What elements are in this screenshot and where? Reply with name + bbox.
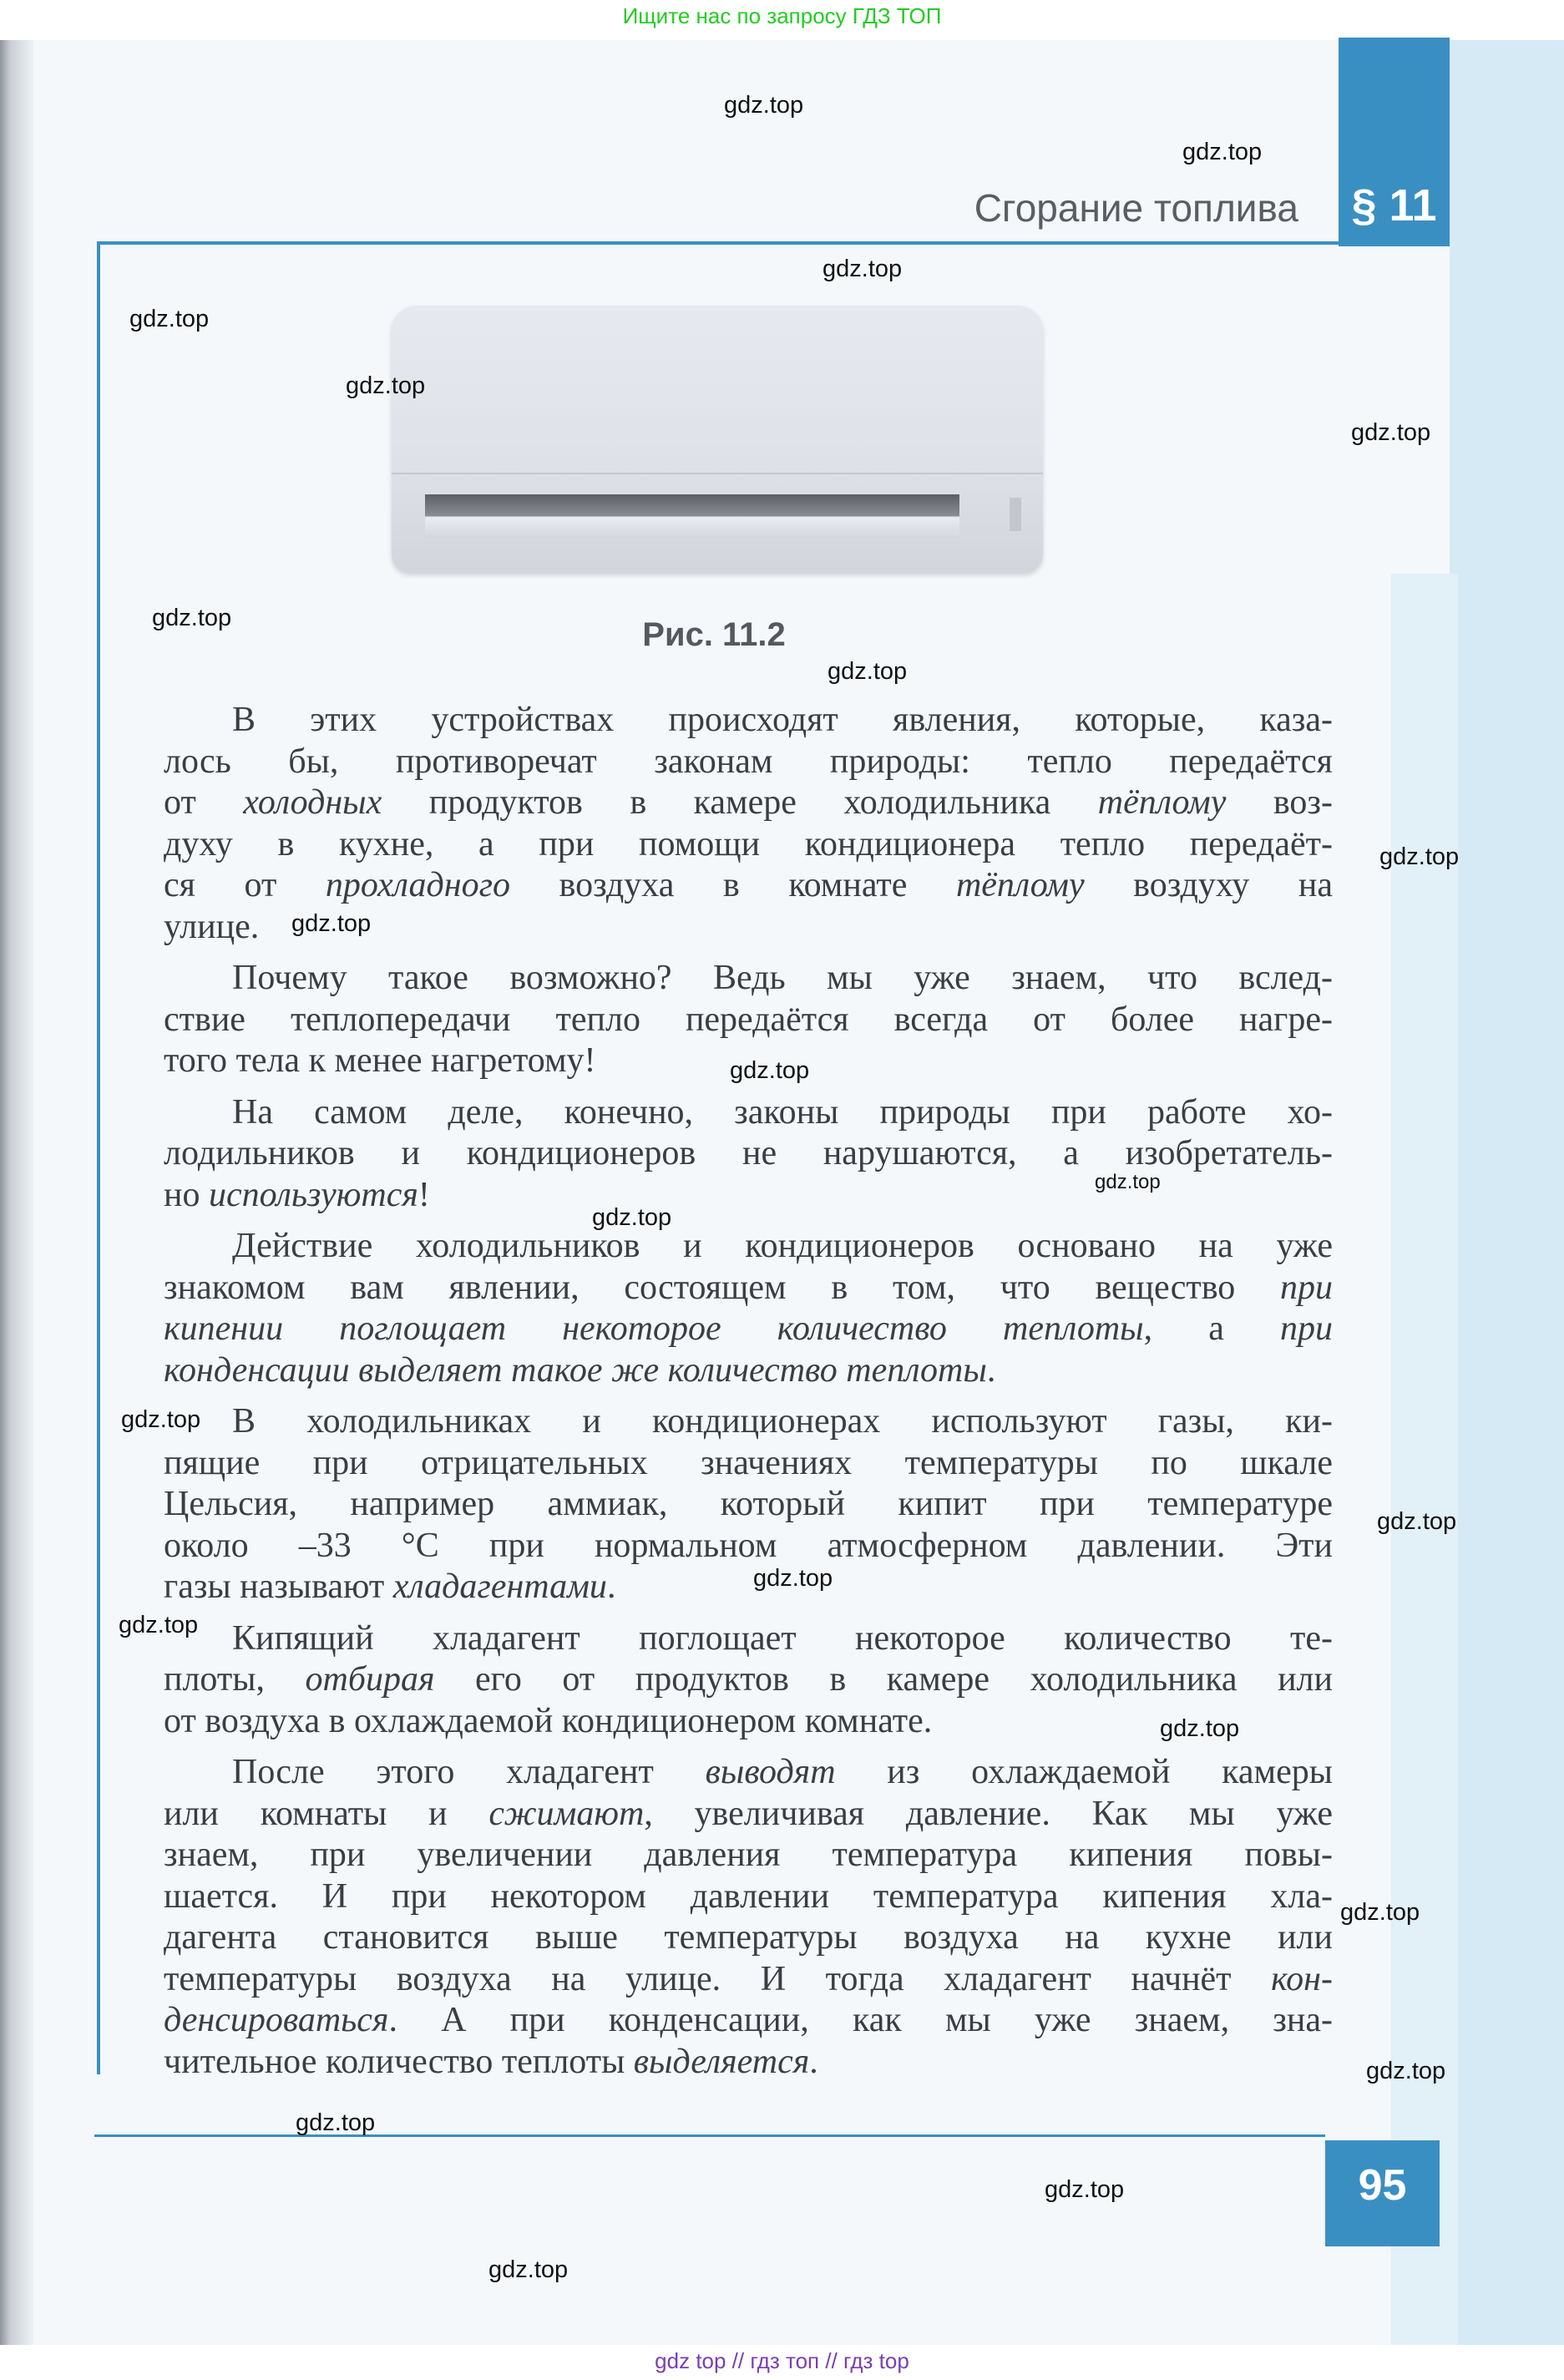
text: температуры воздуха на улице. И тогда хладагент начнёт [164,1959,1272,1998]
paragraph [164,1752,1333,2083]
text: шается. И при некотором давлении температура кипения хла- [164,1876,1333,1916]
text-line [164,2042,1333,2084]
chapter-title: Сгорание топлива [974,186,1298,230]
watermark: gdz.top [152,605,232,631]
text-line [164,1567,1333,1608]
paragraph [164,1618,1333,1743]
text-line [164,1835,1333,1876]
watermark: gdz.top [724,92,804,119]
text-line [164,1526,1333,1567]
text-line [164,1659,1333,1701]
header-divider [99,241,1339,245]
text: от воздуха в охлаждаемой кондиционером комнате. [164,1701,933,1740]
content-left-rule [97,241,100,2074]
paragraph [164,1092,1333,1217]
italic-text: кипении поглощает некоторое количество теплоты [164,1309,1144,1348]
paragraph [164,1226,1333,1391]
watermark: gdz.top [822,256,903,282]
watermark: gdz.top [1366,2058,1446,2084]
text-line [164,742,1333,783]
ac-indicator-panel [1010,498,1021,531]
text-line [164,1484,1333,1526]
watermark: gdz.top [1095,1171,1161,1193]
text: , а [1143,1309,1280,1348]
text: Цельсия, например аммиак, который кипит при температуре [164,1485,1333,1523]
italic-text: хладагентами [392,1567,607,1606]
text: его от продуктов в камере холодильника или [434,1660,1333,1699]
text: духу в кухне, а при помощи кондиционера тепло передаёт- [164,824,1333,863]
top-banner [0,0,1564,40]
watermark: gdz.top [730,1057,810,1084]
italic-text: при [1280,1268,1333,1307]
text-line [164,1701,1333,1743]
text-line [164,824,1333,866]
watermark: gdz.top [119,1612,199,1638]
text: или комнаты и [164,1794,489,1833]
text: дагента становится выше температуры воздуха на кухне или [164,1918,1333,1957]
text-line [164,1752,1333,1794]
italic-text: конденсации выделяет такое же количество теплоты [164,1350,987,1390]
watermark: gdz.top [296,2109,376,2136]
text: ся от [164,866,326,904]
text: ! [418,1175,430,1214]
paragraph [164,1401,1333,1608]
body-text [164,700,1333,2093]
watermark: gdz.top [753,1565,833,1592]
figure-caption: Рис. 11.2 [642,616,786,653]
watermark: gdz.top [291,910,372,937]
text-line [164,1794,1333,1836]
watermark: gdz.top [1160,1715,1240,1742]
text: . [986,1350,996,1390]
page-number-tab [1325,2140,1440,2246]
watermark: gdz.top [1351,419,1431,446]
italic-text: отбирая [305,1660,435,1699]
text-line [164,1876,1333,1918]
text: знаем, при увеличении давления температура кипения повы- [164,1836,1333,1874]
text-line [164,700,1333,742]
text: . А при конденсации, как мы уже знаем, зна- [388,2001,1333,2039]
text: из охлаждаемой камеры [835,1753,1333,1791]
section-number: § 11 [1351,180,1437,230]
italic-text: выводят [705,1753,836,1791]
text: воз- [1226,783,1333,822]
watermark: gdz.top [1377,1508,1457,1535]
text-line [164,958,1333,1000]
text-line [164,1618,1333,1660]
italic-text: тёплому [955,866,1085,904]
text: . [809,2042,818,2081]
text: чительное количество теплоты [164,2042,634,2081]
text: пящие при отрицательных значениях температуры по шкале [164,1443,1333,1482]
text: . [606,1567,616,1606]
watermark: gdz.top [121,1406,201,1433]
text: от [164,783,244,822]
text-line [164,1133,1333,1175]
text: около –33 °C при нормальном атмосферном давлении. Эти [164,1526,1333,1565]
text-line [164,1000,1333,1041]
page-number: 95 [1358,2161,1407,2210]
watermark: gdz.top [346,372,426,399]
text: воздуха в комнате [509,866,956,904]
air-conditioner-image [392,306,1043,573]
bottom-banner-text: gdz top // гдз топ // гдз top [655,2348,909,2373]
text: воздуху на [1084,866,1333,904]
text: лось бы, противоречат законам природы: тепло передаётся [164,742,1333,781]
ac-seam [392,473,1043,474]
ac-air-vent [425,494,959,538]
text-line [164,1443,1333,1485]
text-line [164,2000,1333,2042]
text: продуктов в камере холодильника [382,783,1098,822]
top-banner-text: Ищите нас по запросу ГДЗ ТОП [622,3,942,28]
italic-text: денсироваться [164,2001,389,2039]
right-margin-band [1450,40,1564,2347]
text-line [164,1226,1333,1268]
text: Кипящий хладагент поглощает некоторое количество те- [232,1618,1333,1658]
text: После этого хладагент [232,1753,706,1791]
text: На самом деле, конечно, законы природы при работе хо- [232,1092,1333,1132]
text-line [164,1917,1333,1959]
text: но [164,1175,209,1214]
text: Действие холодильников и кондиционеров основано на уже [232,1227,1333,1265]
italic-text: прохладного [325,866,510,904]
italic-text: используются [208,1175,418,1214]
text: лодильников и кондиционеров не нарушаются, а изобретатель- [164,1134,1333,1172]
watermark: gdz.top [592,1204,672,1231]
italic-text: кон- [1271,1959,1333,1998]
text: плоты, [164,1660,306,1699]
text: улице. [164,907,260,946]
bottom-banner [0,2345,1564,2380]
text: В холодильниках и кондиционерах используют газы, ки- [232,1402,1333,1441]
footer-divider [94,2134,1325,2137]
text-line [164,1959,1333,2001]
text-line [164,865,1333,907]
text: ствие теплопередачи тепло передаётся всегда от более нагре- [164,1000,1333,1039]
italic-text: при [1279,1309,1333,1348]
text-line [164,1309,1333,1350]
watermark: gdz.top [1379,843,1460,870]
italic-text: выделяется [633,2042,810,2081]
text: , увеличивая давление. Как мы уже [644,1794,1333,1833]
italic-text: тёплому [1097,783,1227,822]
watermark: gdz.top [488,2256,569,2283]
text: В этих устройствах происходят явления, которые, каза- [232,701,1333,739]
italic-text: сжимают [488,1794,645,1833]
watermark: gdz.top [828,658,908,685]
text: Почему такое возможно? Ведь мы уже знаем, что вслед- [232,959,1333,997]
text-line [164,1092,1333,1134]
book-binding-shadow [0,40,33,2347]
text-line [164,1401,1333,1443]
section-tab [1339,38,1450,246]
text: знакомом вам явлении, состоящем в том, что вещество [164,1268,1280,1307]
watermark: gdz.top [1045,2176,1125,2203]
text: того тела к менее нагретому! [164,1041,596,1080]
italic-text: холодных [243,783,382,822]
watermark: gdz.top [1340,1899,1420,1926]
text-line [164,1350,1333,1392]
text: газы называют [164,1567,393,1606]
text-line [164,782,1333,824]
text-line [164,1268,1333,1309]
watermark: gdz.top [1182,139,1263,165]
watermark: gdz.top [129,306,210,332]
